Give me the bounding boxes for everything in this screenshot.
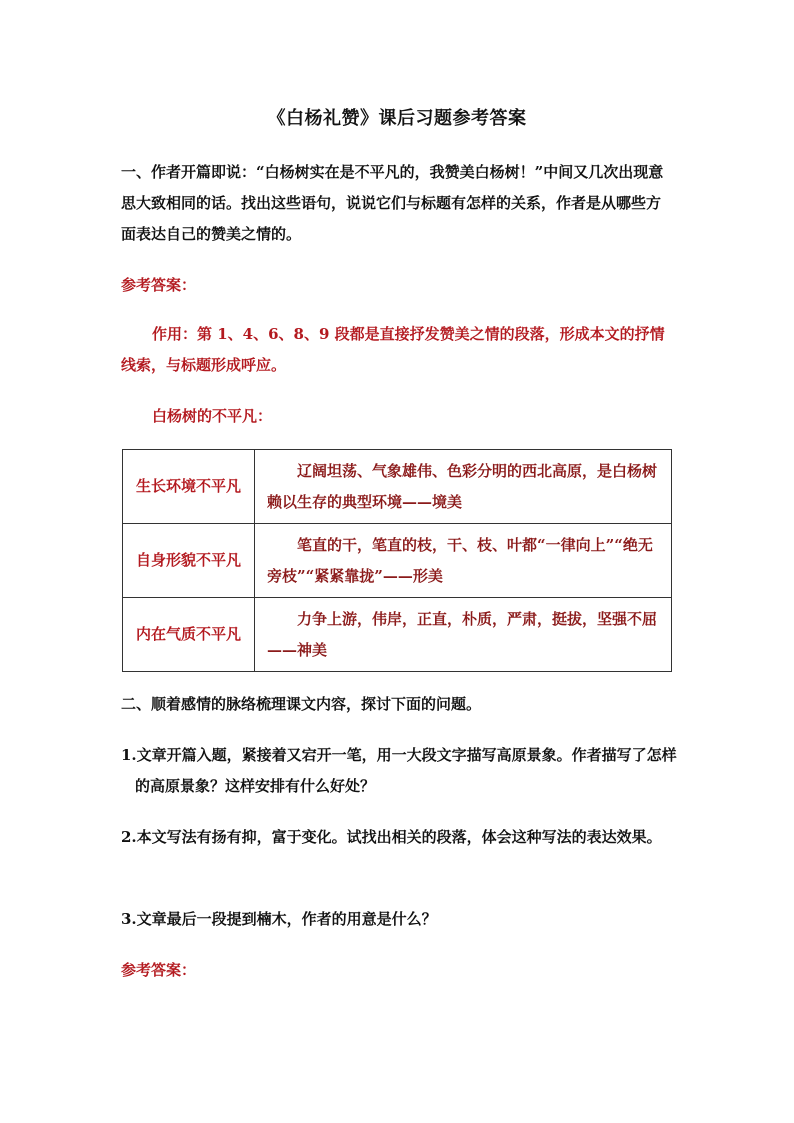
question-1: 一、作者开篇即说：“白杨树实在是不平凡的，我赞美白杨树！”中间又几次出现意思大致相同的话。找出这些语句，说说它们与标题有怎样的关系，作者是从哪些方面表达自己的赞美之情的。 xyxy=(121,163,664,243)
section-2-heading: 二、顺着感情的脉络梳理课文内容，探讨下面的问题。 xyxy=(121,695,482,713)
table-cell-desc: 笔直的干，笔直的枝，干、枝、叶都“一律向上”“绝无旁枝”“紧紧靠拢”——形美 xyxy=(255,524,672,598)
table-row xyxy=(123,450,672,524)
table-row xyxy=(123,524,672,598)
table-row xyxy=(123,598,672,672)
answer-table xyxy=(122,449,672,672)
table-cell-label: 内在气质不平凡 xyxy=(123,598,255,672)
table-subheading: 白杨树的不平凡： xyxy=(152,407,273,425)
table-cell-label: 自身形貌不平凡 xyxy=(123,524,255,598)
answer-effect: 作用：第 1、4、6、8、9 段都是直接抒发赞美之情的段落，形成本文的抒情线索，与标题形成呼应。 xyxy=(121,325,665,374)
table-cell-desc: 辽阔坦荡、气象雄伟、色彩分明的西北高原，是白杨树赖以生存的典型环境——境美 xyxy=(255,450,672,524)
answer-label-1: 参考答案： xyxy=(121,276,197,294)
table-cell-label: 生长环境不平凡 xyxy=(123,450,255,524)
table-cell-desc: 力争上游，伟岸，正直，朴质，严肃，挺拔，坚强不屈——神美 xyxy=(255,598,672,672)
question-2-2: 2.本文写法有扬有抑，富于变化。试找出相关的段落，体会这种写法的表达效果。 xyxy=(121,828,662,846)
document-title: 《白杨礼赞》课后习题参考答案 xyxy=(267,108,527,129)
question-2-1: 1.文章开篇入题，紧接着又宕开一笔，用一大段文字描写高原景象。作者描写了怎样的高原景象？这样安排有什么好处？ xyxy=(121,746,677,795)
answer-label-2: 参考答案： xyxy=(121,961,197,979)
question-2-3: 3.文章最后一段提到楠木，作者的用意是什么？ xyxy=(121,910,437,928)
